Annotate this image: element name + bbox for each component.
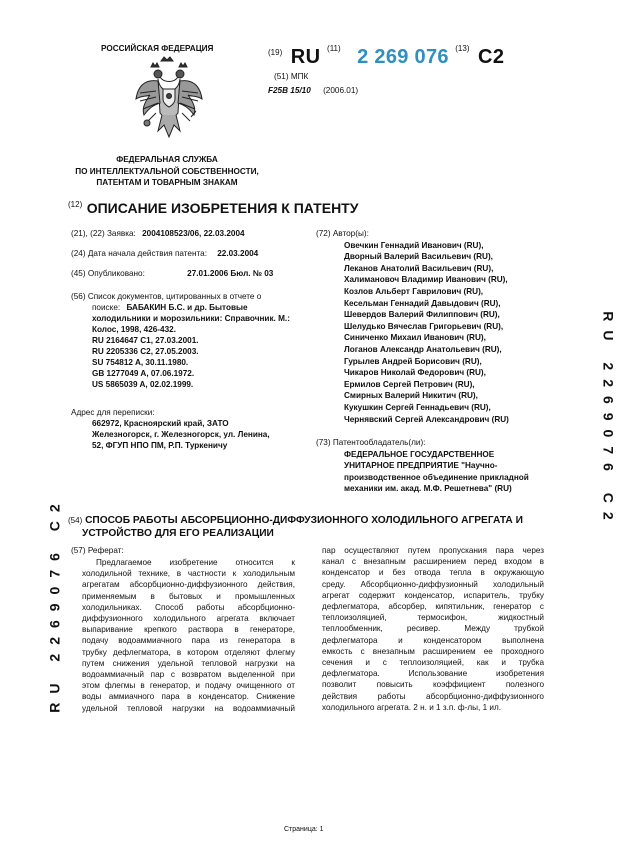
agency-line-3: ПАТЕНТАМ И ТОВАРНЫМ ЗНАКАМ (96, 178, 238, 187)
author-15: Чернявский Сергей Александрович (RU) (344, 414, 509, 424)
abstract-right-line-12: позволит повысить коэффициент полезного (322, 680, 544, 690)
author-8: Синиченко Михаил Иванович (RU), (344, 333, 486, 343)
abstract-right-line-13: действия работы абсорбционно-диффузионного (322, 691, 544, 701)
author-9: Логанов Александр Анатольевич (RU), (344, 344, 502, 354)
abstract-right-line-4: агрегат содержит конденсатор, испаритель, трубку (322, 590, 544, 600)
author-3: Халимановоч Владимир Иванович (RU), (344, 275, 508, 285)
correspondence-address: Адрес для переписки: 662972, Красноярский край, ЗАТО Железногорск, г. Железногорск, ул. Ленина, 52, ФГУП НПО ПМ, Р.П. Туркеничу (71, 407, 311, 451)
abstract-right-line-1: канал с внезапным расширением перед входом в (322, 557, 544, 567)
abstract-left-line-0: Предлагаемое изобретение относится к (96, 558, 295, 567)
patent-number: 2 269 076 (357, 46, 449, 68)
russian-coat-of-arms-icon (134, 55, 204, 147)
ipc-year: (2006.01) (323, 86, 359, 95)
abstract-left-line-11: этом флегмы в генератор, и подачу очищенного от (82, 681, 295, 691)
authors-block (316, 228, 556, 425)
abstract-right-line-7: теплообменник, ресивер. Между трубкой (322, 624, 544, 634)
patent-number-block (268, 44, 505, 69)
abstract-right-column (322, 545, 544, 713)
cited-line-1: холодильники и морозильники: Справочник. М.: (92, 314, 290, 323)
holder-line-2: производственное объединение прикладной (344, 472, 529, 482)
application-value: 2004108523/06, 22.03.2004 (142, 229, 245, 238)
cited-line-7: US 5865039 A, 02.02.1999. (92, 380, 194, 389)
abstract-left-line-6: выпаривание крепкого раствора в генераторе, (82, 625, 295, 635)
holder-line-1: УНИТАРНОЕ ПРЕДПРИЯТИЕ "Научно- (344, 461, 498, 471)
author-2: Леканов Анатолий Васильевич (RU), (344, 263, 494, 273)
ipc-class: F25B 15/10 (268, 86, 311, 95)
address-line-2: 52, ФГУП НПО ПМ, Р.П. Туркеничу (92, 441, 228, 450)
abstract-right-line-3: среду. Абсорбционно-диффузионный холодильный (322, 579, 544, 589)
invention-title-line-2: УСТРОЙСТВО ДЛЯ ЕГО РЕАЛИЗАЦИИ (82, 528, 274, 539)
abstract-right-line-0: пар осуществляют путем пропускания пара через (322, 546, 544, 555)
doc-title-code: (12) (68, 200, 83, 209)
author-14: Кукушкин Сергей Геннадьевич (RU), (344, 402, 491, 412)
abstract-right-line-5: дефлегматора, абсорбер, кипятильник, генератор с (322, 602, 544, 612)
cited-line-5: SU 754812 A, 30.11.1980. (92, 358, 189, 367)
author-13: Смирных Валерий Никитич (RU), (344, 391, 478, 401)
code-11: (11) (327, 44, 341, 53)
code-13: (13) (455, 44, 470, 53)
cited-line-2: Колос, 1998, 426-432. (92, 325, 176, 334)
author-6: Шевердов Валерий Филиппович (RU), (344, 310, 500, 320)
address-line-1: Железногорск, г. Железногорск, ул. Ленина, (92, 430, 270, 439)
abstract-left-line-10: водоаммиачный пар с возвратом выделенной при (82, 670, 295, 680)
kind-code: C2 (477, 46, 505, 68)
author-7: Шелудько Вячеслав Григорьевич (RU), (344, 321, 504, 331)
address-line-0: 662972, Красноярский край, ЗАТО (92, 419, 229, 428)
published-value: 27.01.2006 Бюл. № 03 (187, 269, 274, 278)
abstract-left-line-7: подачу водоаммиачного пара из генератора в (82, 636, 295, 646)
invention-title-code: (54) (68, 516, 83, 525)
start-date-field: (24) Дата начала действия патента: 22.03.2004 (71, 249, 259, 258)
abstract-left-line-2: агрегатам абсорбционно-диффузионного действия, (82, 580, 295, 590)
country-name: РОССИЙСКАЯ ФЕДЕРАЦИЯ (101, 44, 214, 53)
country-code: RU (290, 46, 321, 68)
cited-line-0: БАБАКИН Б.С. и др. Бытовые (126, 303, 248, 312)
cited-line-4: RU 2205336 C2, 27.05.2003. (92, 347, 199, 356)
application-field: (21), (22) Заявка: 2004108523/06, 22.03.2004 (71, 229, 245, 238)
code-19: (19) (268, 48, 283, 57)
abstract-left-line-13: удельной тепловой нагрузки на водоаммиачный (82, 703, 295, 713)
agency-line-1: ФЕДЕРАЛЬНАЯ СЛУЖБА (116, 155, 218, 164)
published-field: (45) Опубликовано: 27.01.2006 Бюл. № 03 (71, 269, 274, 278)
author-10: Гурылев Андрей Борисович (RU), (344, 356, 482, 366)
authors-label: (72) Автор(ы): (316, 229, 369, 238)
start-date-value: 22.03.2004 (217, 249, 259, 258)
abstract-right-line-10: сечения и с теплоизоляцией, как и трубка (322, 658, 544, 668)
abstract-left-line-1: холодильной технике, в частности к холодильным (82, 569, 295, 579)
abstract-left-line-3: применяемым в бытовых и промышленных (82, 591, 295, 601)
page-number: Страница: 1 (284, 826, 324, 833)
author-0: Овечкин Геннадий Иванович (RU), (344, 240, 484, 250)
author-12: Ермилов Сергей Петрович (RU), (344, 379, 475, 389)
abstract-right-line-14: холодильного агрегата. 2 н. и 1 з.п. ф-лы, 1 ил. (322, 702, 502, 712)
abstract-right-line-11: дефлегматора. Использование изобретения (322, 669, 544, 679)
agency-block (52, 154, 282, 189)
abstract-left-line-8: трубку дефлегматора, в котором отделяют флегму (82, 647, 295, 657)
abstract-right-line-6: теплоизоляцией, термосифон, жидкостный (322, 613, 544, 623)
cited-line-3: RU 2164647 C1, 27.03.2001. (92, 336, 199, 345)
cited-documents: (56) Список документов, цитированных в отчете о поиске: БАБАКИН Б.С. и др. Бытовые холодильники и морозильники: Справочник. М.: Колос, 1998, 426-432. RU 2164647 C1, 27.03.2001. RU 2205336 C2, 27.05.2003. SU 754812 A, 30.11.1980. GB 1277049 A, 07.06.1972. US 5865039 A, 02.02.1999. (71, 291, 311, 390)
abstract-left-line-4: холодильниках. Способ работы абсорбционно- (82, 602, 295, 612)
abstract-left-column (82, 557, 295, 714)
ipc-label: (51) МПК (274, 72, 309, 81)
invention-title-line-1: СПОСОБ РАБОТЫ АБСОРБЦИОННО-ДИФФУЗИОННОГО ХОЛОДИЛЬНОГО АГРЕГАТА И (85, 515, 523, 526)
abstract-left-line-9: путем снижения удельной тепловой нагрузки на (82, 658, 295, 668)
holder-line-0: ФЕДЕРАЛЬНОЕ ГОСУДАРСТВЕННОЕ (344, 449, 495, 459)
abstract-left-line-5: диффузионного холодильного агрегата включает (82, 614, 295, 624)
cited-line-6: GB 1277049 A, 07.06.1972. (92, 369, 195, 378)
invention-title (68, 514, 548, 540)
doc-title-text: ОПИСАНИЕ ИЗОБРЕТЕНИЯ К ПАТЕНТУ (86, 200, 359, 216)
patent-holder-block (316, 437, 566, 495)
author-5: Кесельман Геннадий Давыдович (RU), (344, 298, 501, 308)
author-1: Дворный Валерий Васильевич (RU), (344, 252, 493, 262)
author-11: Чикаров Николай Федорович (RU), (344, 368, 486, 378)
holder-label: (73) Патентообладатель(ли): (316, 438, 426, 447)
abstract-right-line-2: конденсатор и без отвода тепла в окружающую (322, 568, 544, 578)
abstract-left-line-12: воды аммиачного пара в конденсатор. Снижение (82, 692, 295, 702)
side-label-left: RU 2269076 C2 (46, 495, 63, 713)
abstract-right-line-9: емкость с внезапным расширением ее проходного (322, 646, 544, 656)
holder-line-3: механики им. акад. М.Ф. Решетнева" (RU) (344, 484, 512, 494)
agency-line-2: ПО ИНТЕЛЛЕКТУАЛЬНОЙ СОБСТВЕННОСТИ, (75, 166, 259, 176)
ipc-line (268, 85, 358, 96)
abstract-label: (57) Реферат: (71, 546, 124, 555)
abstract-right-line-8: дефлегматора и конденсатором выполнена (322, 635, 544, 645)
doc-title (68, 200, 358, 218)
author-4: Козлов Альберт Гаврилович (RU), (344, 286, 484, 296)
side-label-right: RU 2269076 C2 (600, 311, 617, 529)
